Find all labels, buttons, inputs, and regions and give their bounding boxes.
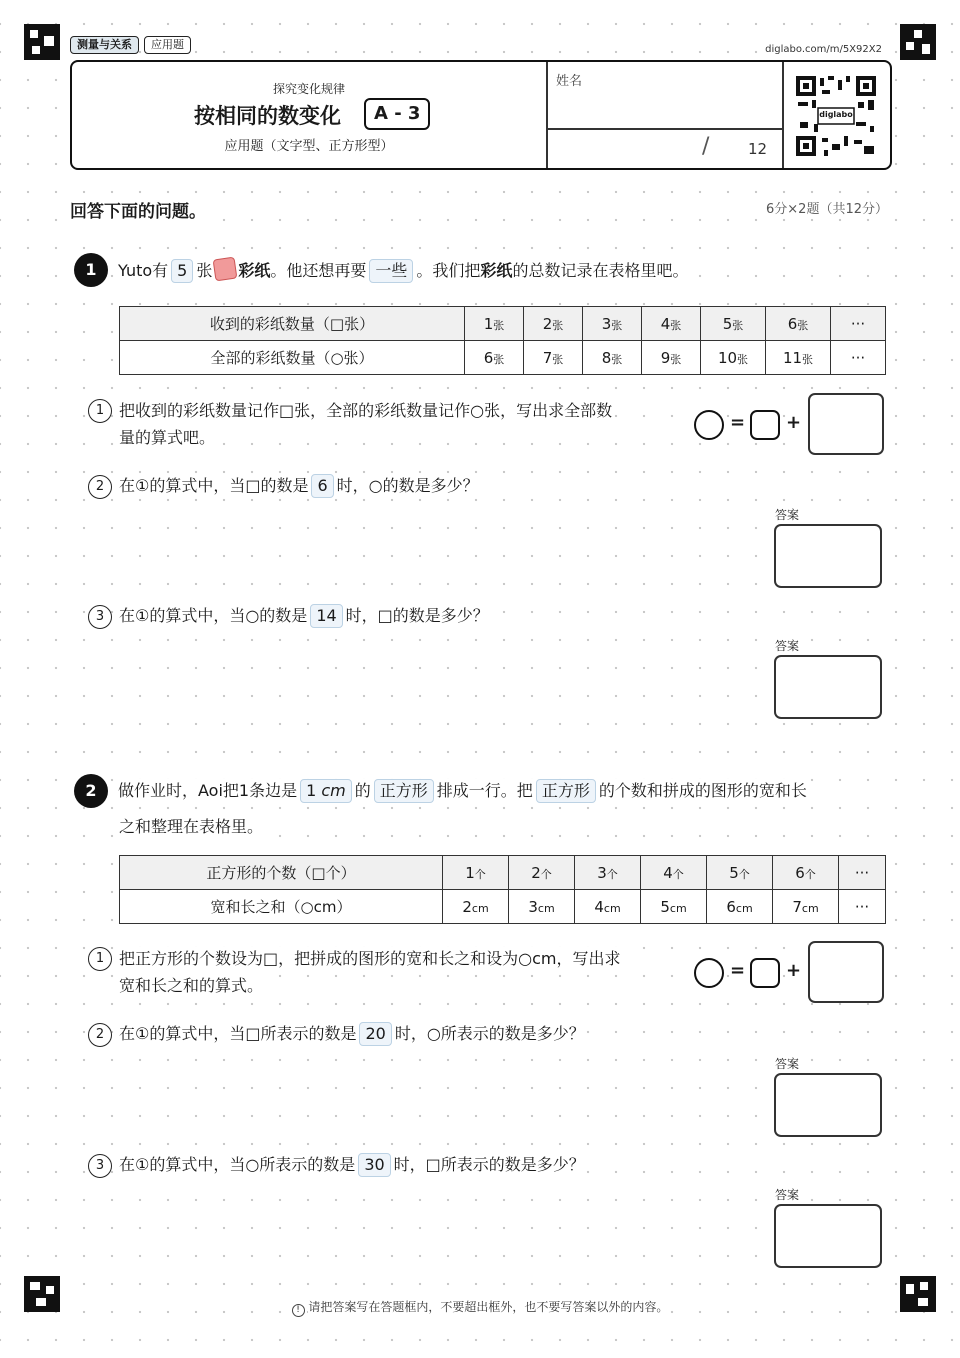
footer-text: 请把答案写在答题框内，不要超出框外，也不要写答案以外的内容。	[308, 1300, 669, 1314]
q1-value-papers: 5	[171, 259, 193, 283]
instruction: 回答下面的问题。	[70, 197, 206, 222]
q1-sub1-text-a: 把收到的彩纸数量记作□张，全部的彩纸数量记作○张，写出求全部数	[119, 399, 612, 423]
q1-table	[119, 306, 886, 375]
q1-row2-label: 全部的彩纸数量（○张）	[120, 341, 465, 375]
score-slash: /	[702, 134, 710, 159]
q2-cell-ellipsis: ···	[839, 890, 886, 924]
q2-table-row-1	[120, 856, 886, 890]
equation-equals: =	[730, 960, 746, 981]
equation-equals: =	[730, 412, 746, 433]
page-url: diglabo.com/m/5X92X2	[765, 44, 882, 55]
footer-note	[0, 1298, 960, 1317]
q2-sub2-number: 2	[88, 1023, 112, 1047]
q1-cell: 8张	[583, 341, 642, 375]
worksheet-header	[70, 60, 892, 170]
q2-cell: 2个	[509, 856, 575, 890]
q1-cell: 2张	[524, 307, 583, 341]
q1-table-row-2	[120, 341, 886, 375]
equation-square	[750, 410, 780, 440]
header-title: 按相同的数变化	[194, 104, 341, 128]
q1-table-row-1	[120, 307, 886, 341]
q1-row1-label: 收到的彩纸数量（□张）	[120, 307, 465, 341]
q1-cell: 6张	[465, 341, 524, 375]
q2-table	[119, 855, 886, 924]
q1-cell: 4张	[642, 307, 701, 341]
q1-cell-ellipsis: ···	[831, 307, 886, 341]
q2-sub3-text: 在①的算式中，当○所表示的数是 30 时，□所表示的数是多少？	[119, 1153, 585, 1177]
q2-sub1-text-b: 宽和长之和的算式。	[119, 974, 263, 998]
q1-cell: 10张	[701, 341, 766, 375]
q1-sub2-value: 6	[311, 474, 333, 498]
q2-sub1-number: 1	[88, 947, 112, 971]
equation-plus: +	[786, 412, 802, 433]
q1-text-1: Yuto有	[118, 261, 169, 280]
equation-square	[750, 958, 780, 988]
q1-cell: 7张	[524, 341, 583, 375]
name-field[interactable]	[550, 130, 778, 166]
q1-text-3: 彩纸	[238, 261, 271, 280]
colored-paper-icon	[213, 257, 238, 282]
equation-circle	[694, 410, 724, 440]
points: 6分×2题（共12分）	[766, 198, 888, 217]
q1-sub2-number: 2	[88, 475, 112, 499]
score-total: 12	[748, 140, 768, 158]
q1-cell: 9张	[642, 341, 701, 375]
equation-plus: +	[786, 960, 802, 981]
name-label: 姓名	[556, 74, 583, 89]
question-number-2: 2	[74, 774, 108, 808]
info-icon: !	[292, 1304, 305, 1317]
q2-value-length: 1 cm	[300, 779, 352, 803]
q2-cell: 3cm	[509, 890, 575, 924]
header-divider-1	[546, 62, 548, 168]
q2-table-row-2	[120, 890, 886, 924]
tag-type: 应用题	[144, 36, 191, 54]
q1-text-6: 彩纸	[480, 261, 513, 280]
q2-prompt-line-2: 之和整理在表格里。	[119, 815, 263, 839]
answer-label: 答案	[775, 1188, 800, 1202]
q1-sub1-number: 1	[88, 399, 112, 423]
q1-cell: 3张	[583, 307, 642, 341]
q2-cell: 1个	[443, 856, 509, 890]
q1-sub2-answer-box[interactable]	[774, 524, 882, 588]
q1-sub1-text-b: 量的算式吧。	[119, 426, 215, 450]
header-subtitle: 应用题（文字型、正方形型）	[224, 139, 394, 154]
q2-prompt: 做作业时，Aoi把1条边是 1 cm 的 正方形 排成一行。把 正方形 的个数和拼成的图形的宽和长	[118, 779, 807, 803]
q1-sub3-value: 14	[310, 604, 342, 628]
q2-cell: 7cm	[773, 890, 839, 924]
q1-cell: 1张	[465, 307, 524, 341]
q2-sub2-answer-box[interactable]	[774, 1073, 882, 1137]
header-category: 探究变化规律	[272, 82, 345, 96]
q2-value-square-2: 正方形	[536, 779, 596, 803]
q1-sub3-text: 在①的算式中，当○的数是 14 时，□的数是多少？	[119, 604, 489, 628]
corner-marker-top-left	[24, 24, 60, 60]
q2-sub1-text-a: 把正方形的个数设为□，把拼成的图形的宽和长之和设为○cm，写出求	[119, 947, 620, 971]
equation-circle	[694, 958, 724, 988]
q2-sub3-value: 30	[358, 1153, 390, 1177]
q1-cell-ellipsis: ···	[831, 341, 886, 375]
q2-cell: 6cm	[707, 890, 773, 924]
q2-sub2-text: 在①的算式中，当□所表示的数是 20 时，○所表示的数是多少？	[119, 1022, 585, 1046]
q2-cell-ellipsis: ···	[839, 856, 886, 890]
q2-row2-label: 宽和长之和（○cm）	[120, 890, 443, 924]
corner-marker-top-right	[900, 24, 936, 60]
header-code: A - 3	[364, 98, 430, 130]
q2-cell: 2cm	[443, 890, 509, 924]
q2-cell: 4个	[641, 856, 707, 890]
answer-label: 答案	[775, 1057, 800, 1071]
q2-sub3-answer-box[interactable]	[774, 1204, 882, 1268]
q2-sub1-answer-box[interactable]	[808, 941, 884, 1003]
q1-text-5: 。我们把	[416, 261, 481, 280]
header-divider-2	[782, 62, 784, 168]
q1-text-2: 张	[196, 261, 213, 280]
q2-sub2-value: 20	[359, 1022, 391, 1046]
q1-cell: 6张	[766, 307, 831, 341]
answer-label: 答案	[775, 508, 800, 522]
qr-label: diglabo	[819, 110, 853, 119]
q1-sub1-answer-box[interactable]	[808, 393, 884, 455]
answer-label: 答案	[775, 639, 800, 653]
q1-cell: 5张	[701, 307, 766, 341]
q2-value-square: 正方形	[374, 779, 434, 803]
qr-code[interactable]	[794, 74, 878, 158]
q1-value-some: 一些	[369, 259, 413, 283]
tag-category: 测量与关系	[70, 36, 139, 54]
q1-text-7: 的总数记录在表格里吧。	[512, 261, 689, 280]
q2-cell: 5个	[707, 856, 773, 890]
question-number-1: 1	[74, 253, 108, 287]
q2-row1-label: 正方形的个数（□个）	[120, 856, 443, 890]
q2-cell: 5cm	[641, 890, 707, 924]
q1-cell: 11张	[766, 341, 831, 375]
q1-prompt	[118, 258, 688, 283]
q2-cell: 4cm	[575, 890, 641, 924]
q2-cell: 6个	[773, 856, 839, 890]
q1-sub2-text: 在①的算式中，当□的数是 6 时，○的数是多少？	[119, 474, 479, 498]
q1-text-4: 。他还想再要	[270, 261, 367, 280]
q1-sub3-answer-box[interactable]	[774, 655, 882, 719]
q2-sub3-number: 3	[88, 1154, 112, 1178]
q1-sub3-number: 3	[88, 605, 112, 629]
q2-cell: 3个	[575, 856, 641, 890]
